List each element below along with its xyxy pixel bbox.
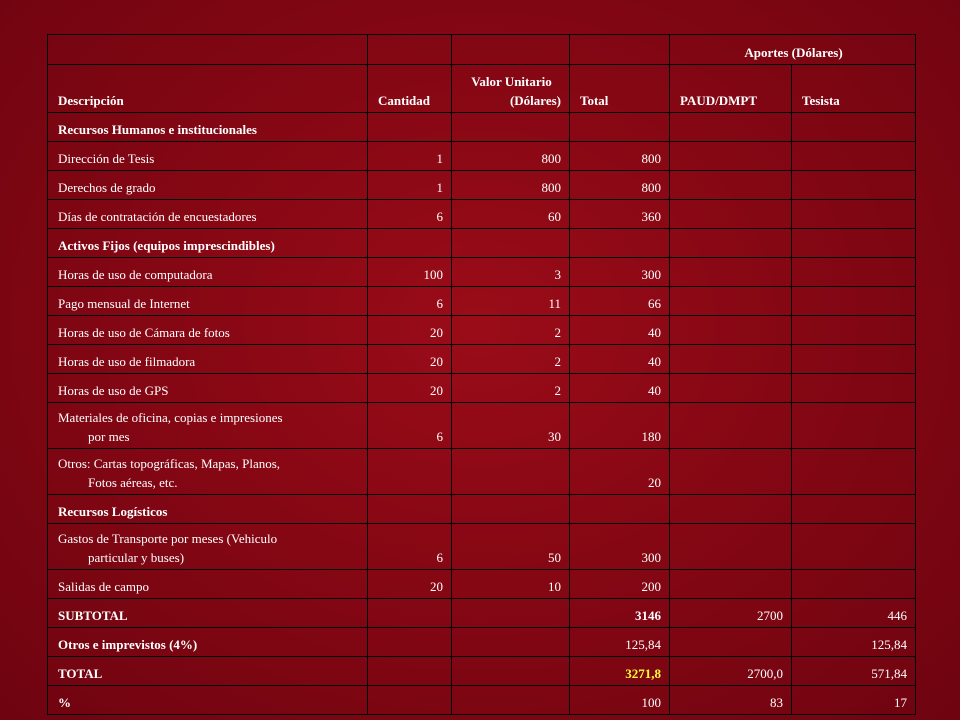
cell-total: 800 — [570, 171, 670, 200]
cell-total: 66 — [570, 287, 670, 316]
cell-qty — [368, 628, 452, 657]
cell-desc: Pago mensual de Internet — [48, 287, 368, 316]
cell-desc: Horas de uso de filmadora — [48, 345, 368, 374]
cell-total: 20 — [570, 449, 670, 495]
cell-qty — [368, 686, 452, 715]
cell-qty: 6 — [368, 403, 452, 449]
header-valor-unitario-line2: (Dólares) — [509, 93, 561, 108]
cell-total: 40 — [570, 316, 670, 345]
cell-total: 125,84 — [570, 628, 670, 657]
cell-tesista — [792, 200, 916, 229]
cell-total: 180 — [570, 403, 670, 449]
cell-qty — [368, 229, 452, 258]
cell-paud — [670, 200, 792, 229]
header-row-group — [48, 35, 916, 65]
header-valor-unitario — [452, 65, 570, 113]
cell-unit — [452, 657, 570, 686]
cell-paud — [670, 113, 792, 142]
cell-unit: 60 — [452, 200, 570, 229]
cell-paud — [670, 171, 792, 200]
header-valor-unitario-line1: Valor Unitario — [471, 74, 552, 89]
cell-tesista — [792, 287, 916, 316]
cell-unit: 2 — [452, 316, 570, 345]
cell-desc: SUBTOTAL — [48, 599, 368, 628]
header-aportes: Aportes (Dólares) — [670, 35, 916, 65]
cell-unit — [452, 449, 570, 495]
cell-unit — [452, 686, 570, 715]
cell-qty: 20 — [368, 374, 452, 403]
cell-paud — [670, 403, 792, 449]
cell-desc: Horas de uso de Cámara de fotos — [48, 316, 368, 345]
header-paud: PAUD/DMPT — [670, 65, 792, 113]
header-total: Total — [570, 65, 670, 113]
budget-table — [47, 34, 916, 715]
cell-unit — [452, 495, 570, 524]
cell-tesista — [792, 449, 916, 495]
table-row — [48, 287, 916, 316]
cell-tesista: 125,84 — [792, 628, 916, 657]
cell-paud — [670, 142, 792, 171]
cell-tesista — [792, 142, 916, 171]
table-row — [48, 403, 916, 449]
header-row — [48, 65, 916, 113]
cell-paud — [670, 449, 792, 495]
cell-paud — [670, 287, 792, 316]
header-descripcion: Descripción — [48, 65, 368, 113]
section-row — [48, 113, 916, 142]
cell-tesista: 446 — [792, 599, 916, 628]
cell-qty: 6 — [368, 287, 452, 316]
section-row — [48, 495, 916, 524]
cell-paud — [670, 374, 792, 403]
cell-tesista — [792, 345, 916, 374]
cell-tesista — [792, 171, 916, 200]
section-label: Activos Fijos (equipos imprescindibles) — [48, 229, 368, 258]
cell-unit — [452, 628, 570, 657]
cell-tesista: 571,84 — [792, 657, 916, 686]
header-empty-cell — [452, 35, 570, 65]
header-tesista: Tesista — [792, 65, 916, 113]
total-row — [48, 657, 916, 686]
cell-unit — [452, 113, 570, 142]
cell-unit: 11 — [452, 287, 570, 316]
cell-unit: 2 — [452, 374, 570, 403]
cell-qty: 20 — [368, 570, 452, 599]
cell-qty: 100 — [368, 258, 452, 287]
cell-qty — [368, 599, 452, 628]
cell-tesista — [792, 495, 916, 524]
table-row — [48, 570, 916, 599]
cell-paud: 2700,0 — [670, 657, 792, 686]
section-row — [48, 229, 916, 258]
cell-desc-line1: Gastos de Transporte por meses (Vehiculo — [58, 531, 278, 546]
cell-unit — [452, 229, 570, 258]
cell-total: 300 — [570, 258, 670, 287]
table-row — [48, 316, 916, 345]
cell-desc-line1: Otros: Cartas topográficas, Mapas, Planos, — [58, 456, 281, 471]
cell-paud — [670, 495, 792, 524]
cell-desc-line2: por mes — [88, 429, 130, 444]
cell-desc — [48, 403, 368, 449]
cell-total — [570, 229, 670, 258]
cell-qty: 20 — [368, 345, 452, 374]
cell-tesista — [792, 524, 916, 570]
cell-total: 360 — [570, 200, 670, 229]
cell-total: 300 — [570, 524, 670, 570]
table-row — [48, 142, 916, 171]
cell-total: 3146 — [570, 599, 670, 628]
section-label: Recursos Humanos e institucionales — [48, 113, 368, 142]
cell-total: 40 — [570, 345, 670, 374]
cell-paud — [670, 570, 792, 599]
cell-unit: 50 — [452, 524, 570, 570]
table-row — [48, 374, 916, 403]
cell-qty — [368, 657, 452, 686]
cell-total — [570, 113, 670, 142]
cell-tesista — [792, 258, 916, 287]
cell-paud — [670, 229, 792, 258]
cell-tesista — [792, 403, 916, 449]
cell-desc: Horas de uso de GPS — [48, 374, 368, 403]
header-empty-cell — [48, 35, 368, 65]
cell-desc-line1: Materiales de oficina, copias e impresiones — [58, 410, 283, 425]
cell-unit: 800 — [452, 142, 570, 171]
cell-desc-line2: Fotos aéreas, etc. — [88, 475, 178, 490]
table-row — [48, 171, 916, 200]
cell-desc — [48, 449, 368, 495]
cell-paud: 83 — [670, 686, 792, 715]
cell-paud — [670, 316, 792, 345]
header-empty-cell — [570, 35, 670, 65]
cell-paud — [670, 258, 792, 287]
cell-tesista: 17 — [792, 686, 916, 715]
cell-total — [570, 495, 670, 524]
cell-paud — [670, 524, 792, 570]
cell-qty: 1 — [368, 142, 452, 171]
cell-desc: Otros e imprevistos (4%) — [48, 628, 368, 657]
cell-desc: Días de contratación de encuestadores — [48, 200, 368, 229]
cell-total: 200 — [570, 570, 670, 599]
cell-desc: % — [48, 686, 368, 715]
header-empty-cell — [368, 35, 452, 65]
cell-qty: 6 — [368, 200, 452, 229]
cell-total: 800 — [570, 142, 670, 171]
cell-paud: 2700 — [670, 599, 792, 628]
table-row — [48, 345, 916, 374]
cell-qty — [368, 495, 452, 524]
cell-unit: 10 — [452, 570, 570, 599]
cell-total: 40 — [570, 374, 670, 403]
table-row — [48, 449, 916, 495]
cell-total: 100 — [570, 686, 670, 715]
cell-tesista — [792, 570, 916, 599]
cell-qty: 1 — [368, 171, 452, 200]
cell-desc — [48, 524, 368, 570]
cell-desc-line2: particular y buses) — [88, 550, 185, 565]
table-row — [48, 258, 916, 287]
cell-tesista — [792, 113, 916, 142]
cell-unit: 800 — [452, 171, 570, 200]
cell-unit: 2 — [452, 345, 570, 374]
section-label: Recursos Logísticos — [48, 495, 368, 524]
cell-desc: Salidas de campo — [48, 570, 368, 599]
cell-desc: TOTAL — [48, 657, 368, 686]
cell-unit — [452, 599, 570, 628]
cell-tesista — [792, 374, 916, 403]
cell-qty: 20 — [368, 316, 452, 345]
cell-desc: Dirección de Tesis — [48, 142, 368, 171]
percent-row — [48, 686, 916, 715]
cell-unit: 3 — [452, 258, 570, 287]
cell-qty — [368, 449, 452, 495]
cell-qty: 6 — [368, 524, 452, 570]
cell-unit: 30 — [452, 403, 570, 449]
cell-paud — [670, 628, 792, 657]
subtotal-row — [48, 599, 916, 628]
cell-desc: Horas de uso de computadora — [48, 258, 368, 287]
cell-qty — [368, 113, 452, 142]
header-cantidad: Cantidad — [368, 65, 452, 113]
table-row — [48, 200, 916, 229]
cell-tesista — [792, 316, 916, 345]
cell-paud — [670, 345, 792, 374]
cell-total-highlight: 3271,8 — [570, 657, 670, 686]
contingency-row — [48, 628, 916, 657]
table-row — [48, 524, 916, 570]
cell-desc: Derechos de grado — [48, 171, 368, 200]
cell-tesista — [792, 229, 916, 258]
